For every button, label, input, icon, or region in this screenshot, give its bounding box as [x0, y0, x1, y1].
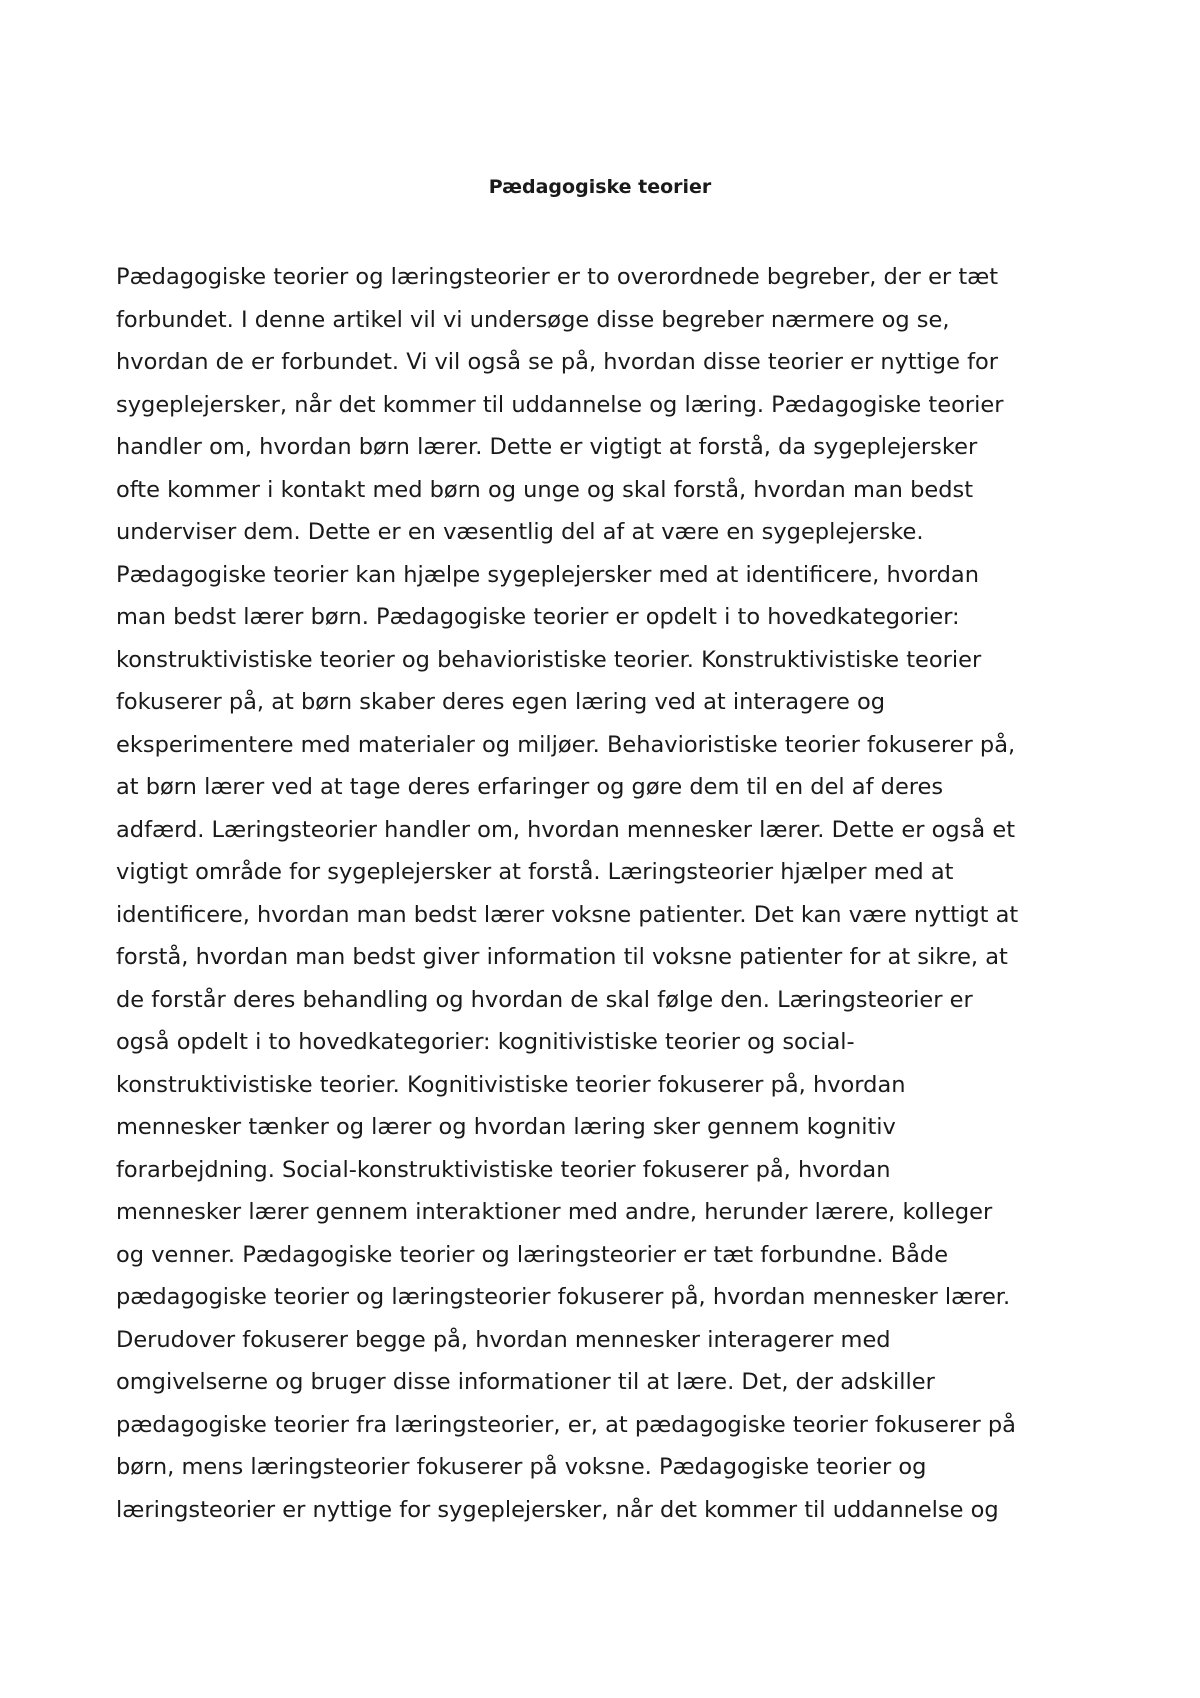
document-title: Pædagogiske teorier [488, 176, 712, 198]
body-line: forstå, hvordan man bedst giver information til voksne patienter for at sikre, at [116, 944, 1008, 970]
body-line: forbundet. I denne artikel vil vi undersøge disse begreber nærmere og se, [116, 306, 950, 333]
body-line: underviser dem. Dette er en væsentlig del af at være en sygeplejerske. [116, 519, 924, 545]
body-line: Pædagogiske teorier og læringsteorier er to overordnede begreber, der er tæt [116, 264, 999, 290]
body-line: vigtigt område for sygeplejersker at forstå. Læringsteorier hjælper med at [116, 859, 954, 885]
body-line: ofte kommer i kontakt med børn og unge og skal forstå, hvordan man bedst [116, 476, 974, 503]
body-line: forarbejdning. Social-konstruktivistiske teorier fokuserer på, hvordan [116, 1156, 891, 1183]
body-line: fokuserer på, at børn skaber deres egen læring ved at interagere og [116, 689, 885, 715]
body-line: identificere, hvordan man bedst lærer voksne patienter. Det kan være nyttigt at [116, 901, 1019, 928]
body-line: sygeplejersker, når det kommer til uddannelse og læring. Pædagogiske teorier [116, 391, 1004, 418]
body-line: pædagogiske teorier fra læringsteorier, er, at pædagogiske teorier fokuserer på [116, 1411, 1016, 1438]
body-line: at børn lærer ved at tage deres erfaringer og gøre dem til en del af deres [116, 774, 944, 800]
body-line: konstruktivistiske teorier. Kognitivistiske teorier fokuserer på, hvordan [116, 1071, 906, 1098]
body-line: adfærd. Læringsteorier handler om, hvordan mennesker lærer. Dette er også et [116, 816, 1016, 843]
body-line: pædagogiske teorier og læringsteorier fokuserer på, hvordan mennesker lærer. [116, 1284, 1011, 1310]
document-body [116, 256, 1116, 1531]
body-line: handler om, hvordan børn lærer. Dette er vigtigt at forstå, da sygeplejersker [116, 434, 978, 460]
body-line: læringsteorier er nyttige for sygeplejersker, når det kommer til uddannelse og [116, 1496, 999, 1523]
body-line: konstruktivistiske teorier og behavioristiske teorier. Konstruktivistiske teorier [116, 646, 982, 673]
body-line: hvordan de er forbundet. Vi vil også se på, hvordan disse teorier er nyttige for [116, 349, 999, 375]
body-line: man bedst lærer børn. Pædagogiske teorier er opdelt i to hovedkategorier: [116, 604, 960, 630]
body-line: eksperimentere med materialer og miljøer. Behavioristiske teorier fokuserer på, [116, 731, 1016, 758]
body-line: de forstår deres behandling og hvordan de skal følge den. Læringsteorier er [116, 986, 973, 1013]
body-line: og venner. Pædagogiske teorier og læringsteorier er tæt forbundne. Både [116, 1241, 949, 1268]
body-line: Derudover fokuserer begge på, hvordan mennesker interagerer med [116, 1326, 891, 1353]
body-line: Pædagogiske teorier kan hjælpe sygeplejersker med at identificere, hvordan [116, 561, 979, 588]
body-line: omgivelserne og bruger disse informationer til at lære. Det, der adskiller [116, 1369, 935, 1395]
body-line: mennesker tænker og lærer og hvordan læring sker gennem kognitiv [116, 1114, 896, 1140]
body-line: også opdelt i to hovedkategorier: kognitivistiske teorier og social- [116, 1029, 855, 1055]
body-line: børn, mens læringsteorier fokuserer på voksne. Pædagogiske teorier og [116, 1454, 927, 1480]
body-line: mennesker lærer gennem interaktioner med andre, herunder lærere, kolleger [116, 1199, 993, 1225]
